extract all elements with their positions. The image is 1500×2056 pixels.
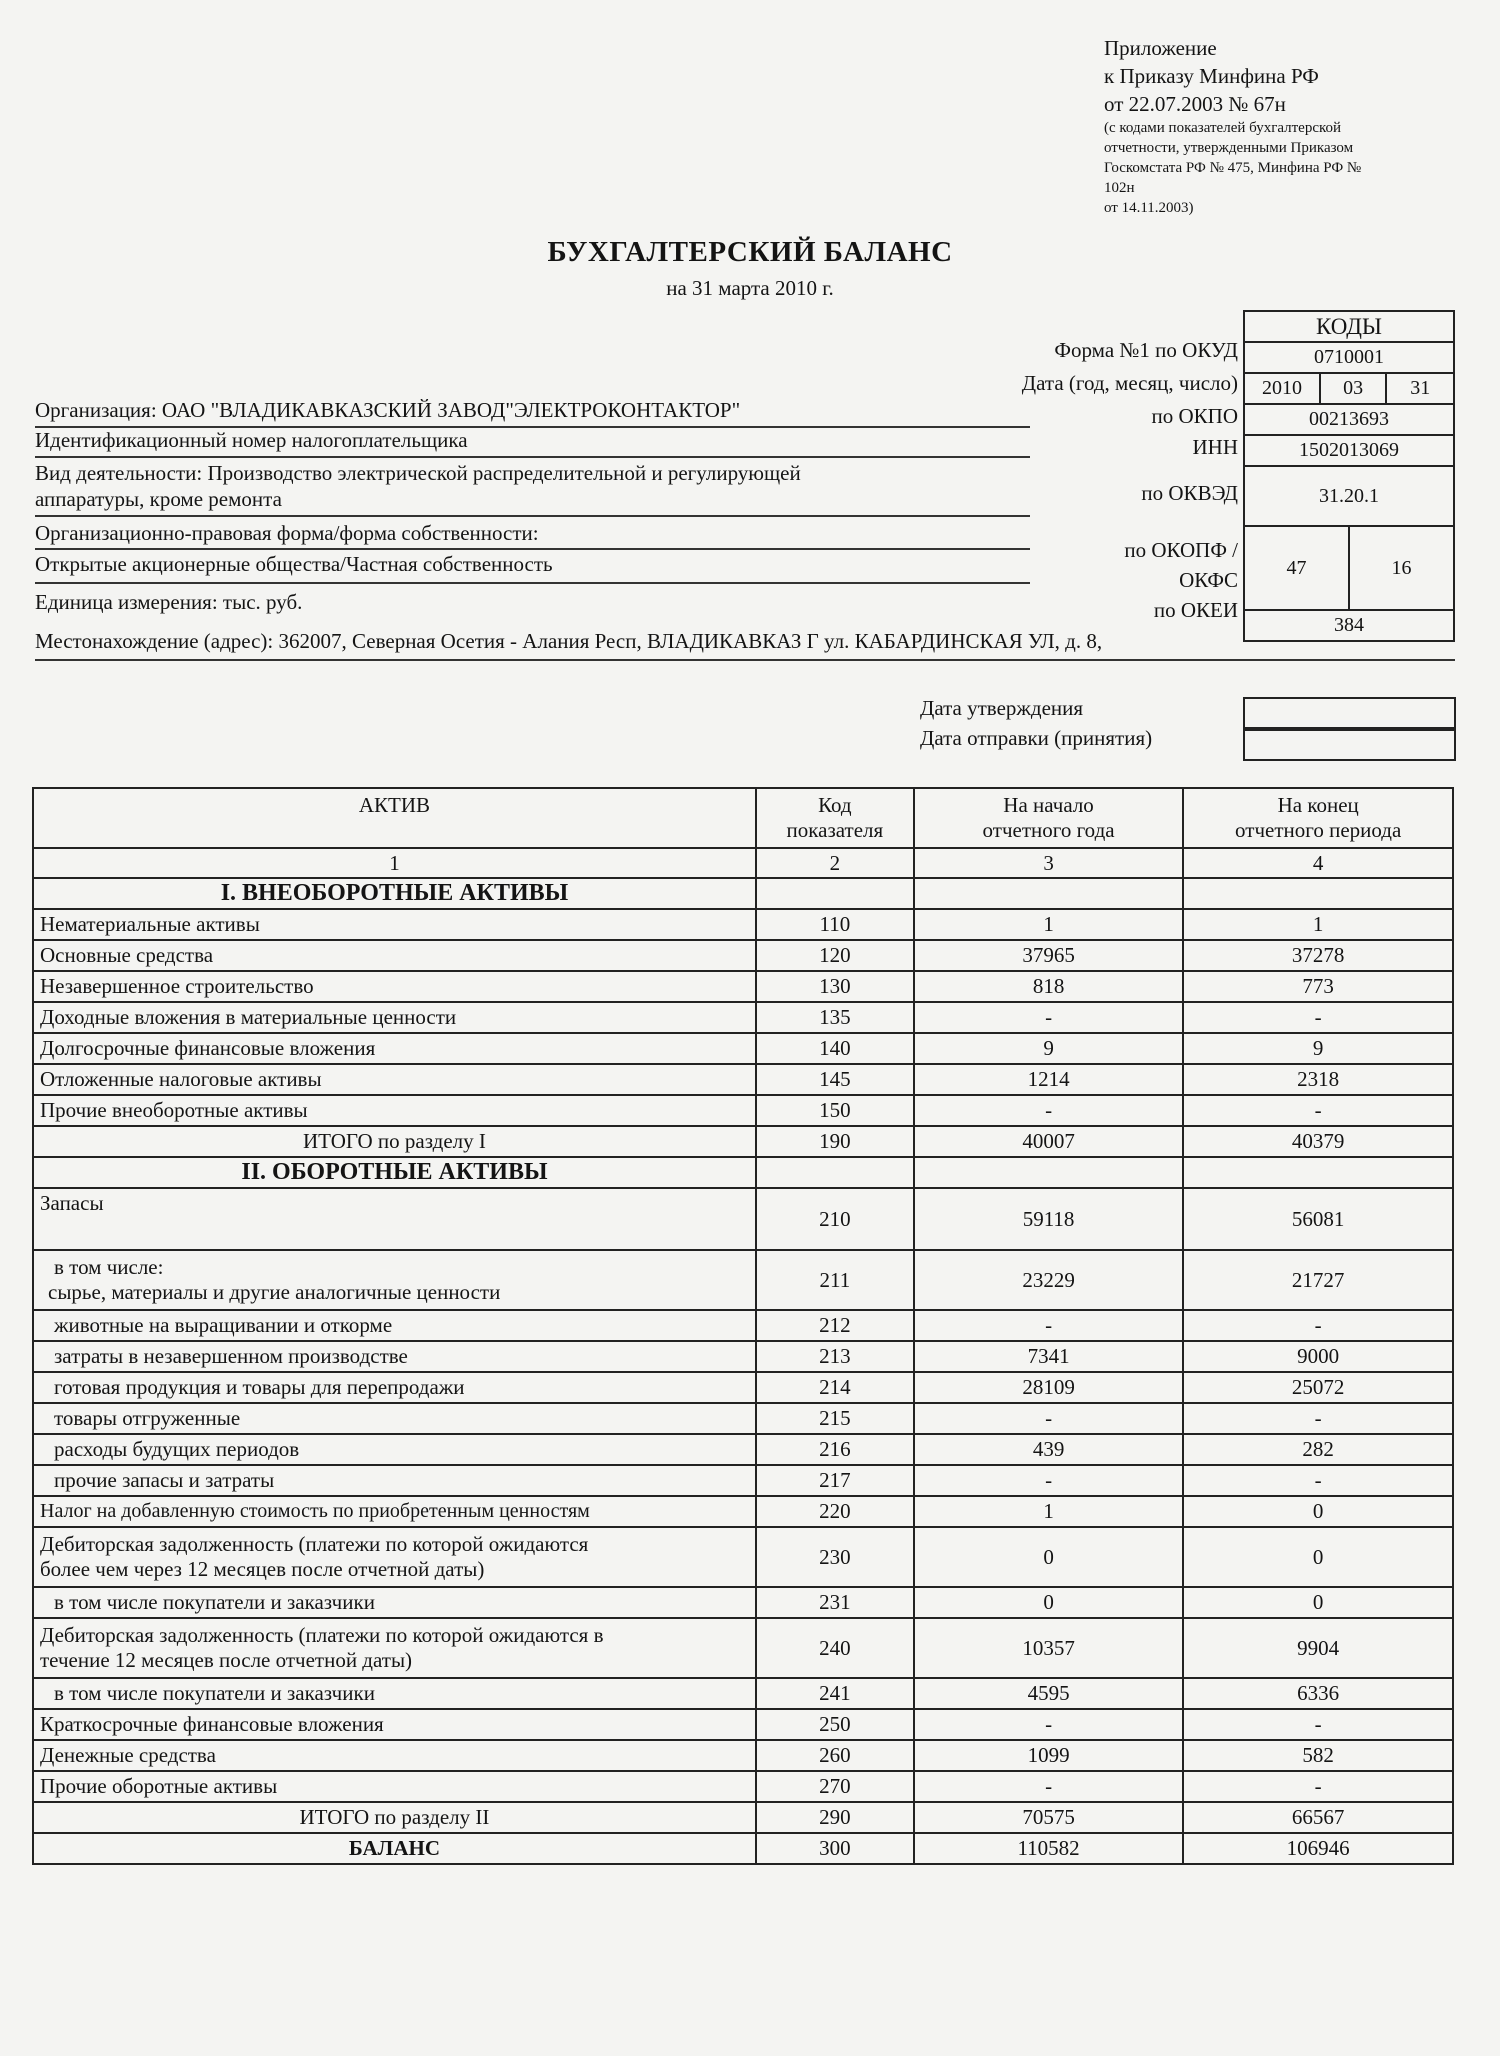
row-start: 439 — [914, 1434, 1184, 1465]
row-code: 210 — [756, 1188, 914, 1250]
row-code: 290 — [756, 1802, 914, 1833]
okei-code: 384 — [1244, 610, 1454, 641]
okfs-code: 16 — [1349, 527, 1453, 609]
row-label: Доходные вложения в материальные ценности — [33, 1002, 756, 1033]
row-code: 190 — [756, 1126, 914, 1157]
row-label-line: более чем через 12 месяцев после отчетной даты) — [40, 1557, 485, 1581]
org-legal-form-label: Организационно-правовая форма/форма собственности: — [35, 521, 539, 545]
row-end: 0 — [1183, 1496, 1453, 1527]
table-row — [33, 909, 1453, 940]
row-code: 214 — [756, 1372, 914, 1403]
table-row — [33, 1740, 1453, 1771]
org-name: Организация: ОАО "ВЛАДИКАВКАЗСКИЙ ЗАВОД"ЭЛЕКТРОКОНТАКТОР" — [35, 398, 741, 422]
appendix-line: к Приказу Минфина РФ — [1104, 64, 1319, 88]
row-start: 0 — [914, 1587, 1184, 1618]
okopf-code: 47 — [1286, 556, 1307, 579]
table-row — [33, 1403, 1453, 1434]
org-address: Местонахождение (адрес): 362007, Северная Осетия - Алания Респ, ВЛАДИКАВКАЗ Г ул. КАБАРДИНСКАЯ УЛ, д. 8, — [35, 629, 1103, 653]
row-label: в том числе покупатели и заказчики — [33, 1587, 756, 1618]
document-title: БУХГАЛТЕРСКИЙ БАЛАНС — [547, 236, 953, 268]
row-end: - — [1183, 1709, 1453, 1740]
codes-table — [1243, 310, 1455, 642]
table-row — [33, 1709, 1453, 1740]
row-code: 217 — [756, 1465, 914, 1496]
row-end: 106946 — [1183, 1833, 1453, 1864]
row-start — [914, 878, 1184, 909]
table-row — [33, 1678, 1453, 1709]
date-label: Дата (год, месяц, число) — [1021, 371, 1238, 395]
row-code: 140 — [756, 1033, 914, 1064]
row-code: 150 — [756, 1095, 914, 1126]
row-label — [33, 1527, 756, 1587]
row-label: расходы будущих периодов — [33, 1434, 756, 1465]
table-row — [33, 1188, 1453, 1250]
row-start: - — [914, 1465, 1184, 1496]
document-date: на 31 марта 2010 г. — [666, 276, 834, 300]
header-start — [914, 788, 1184, 848]
balance-label: БАЛАНС — [33, 1833, 756, 1864]
row-label-line: Дебиторская задолженность (платежи по которой ожидаются в — [40, 1623, 604, 1647]
row-code: 213 — [756, 1341, 914, 1372]
row-code: 135 — [756, 1002, 914, 1033]
row-start: - — [914, 1709, 1184, 1740]
table-row — [33, 1527, 1453, 1587]
form-label: Форма №1 по ОКУД — [1054, 338, 1238, 362]
row-start: 4595 — [914, 1678, 1184, 1709]
org-activity-cont: аппаратуры, кроме ремонта — [35, 487, 282, 511]
appendix-note-line: отчетности, утвержденными Приказом — [1104, 140, 1354, 156]
table-row — [33, 1310, 1453, 1341]
row-label: готовая продукция и товары для перепродажи — [33, 1372, 756, 1403]
okpo-code: 00213693 — [1244, 404, 1454, 435]
row-end: 66567 — [1183, 1802, 1453, 1833]
row-code — [756, 1157, 914, 1188]
row-end: 582 — [1183, 1740, 1453, 1771]
table-row — [33, 1771, 1453, 1802]
row-end: - — [1183, 1002, 1453, 1033]
okfs-label: ОКФС — [1179, 568, 1238, 592]
rule — [35, 456, 1030, 458]
table-row — [33, 1465, 1453, 1496]
row-start: - — [914, 1771, 1184, 1802]
table-row — [33, 1157, 1453, 1188]
row-code: 130 — [756, 971, 914, 1002]
row-code: 241 — [756, 1678, 914, 1709]
row-start: 1099 — [914, 1740, 1184, 1771]
table-row — [33, 1095, 1453, 1126]
header-code — [756, 788, 914, 848]
row-end: - — [1183, 1310, 1453, 1341]
row-end: 56081 — [1183, 1188, 1453, 1250]
column-number: 3 — [914, 848, 1184, 878]
date-month: 03 — [1320, 374, 1387, 403]
table-row — [33, 1372, 1453, 1403]
row-code: 211 — [756, 1250, 914, 1310]
header-start-line: отчетного года — [982, 818, 1115, 842]
rule — [35, 582, 1030, 584]
row-start: 818 — [914, 971, 1184, 1002]
row-label: животные на выращивании и откорме — [33, 1310, 756, 1341]
row-end: 0 — [1183, 1527, 1453, 1587]
header-start-line: На начало — [1003, 793, 1094, 817]
header-end — [1183, 788, 1453, 848]
row-code: 300 — [756, 1833, 914, 1864]
table-row — [33, 1618, 1453, 1678]
row-end: 25072 — [1183, 1372, 1453, 1403]
table-row — [33, 971, 1453, 1002]
row-label: прочие запасы и затраты — [33, 1465, 756, 1496]
total-label: ИТОГО по разделу II — [33, 1802, 756, 1833]
rule — [35, 515, 1030, 517]
row-label-line: Дебиторская задолженность (платежи по которой ожидаются — [40, 1532, 589, 1556]
okved-code: 31.20.1 — [1244, 466, 1454, 526]
row-end: 40379 — [1183, 1126, 1453, 1157]
row-start: 23229 — [914, 1250, 1184, 1310]
row-start: - — [914, 1002, 1184, 1033]
row-end: - — [1183, 1465, 1453, 1496]
row-code: 145 — [756, 1064, 914, 1095]
section-title: II. ОБОРОТНЫЕ АКТИВЫ — [33, 1157, 756, 1188]
date-code — [1245, 374, 1453, 403]
approval-date-box — [1243, 697, 1456, 731]
row-end: 9000 — [1183, 1341, 1453, 1372]
okved-label: по ОКВЭД — [1141, 481, 1238, 505]
date-year: 2010 — [1261, 377, 1302, 399]
row-start: 0 — [914, 1527, 1184, 1587]
row-start: 59118 — [914, 1188, 1184, 1250]
header-code-line: показателя — [786, 818, 884, 842]
row-start: 28109 — [914, 1372, 1184, 1403]
table-row — [33, 1126, 1453, 1157]
row-label-line: в том числе: — [54, 1255, 164, 1279]
header-end-line: отчетного периода — [1235, 818, 1402, 842]
row-start: 40007 — [914, 1126, 1184, 1157]
sent-date-label: Дата отправки (принятия) — [920, 726, 1153, 750]
row-label-line: течение 12 месяцев после отчетной даты) — [40, 1648, 413, 1672]
column-number: 4 — [1183, 848, 1453, 878]
row-label — [33, 1618, 756, 1678]
row-code: 250 — [756, 1709, 914, 1740]
row-code: 270 — [756, 1771, 914, 1802]
row-end: 6336 — [1183, 1678, 1453, 1709]
row-label: Долгосрочные финансовые вложения — [33, 1033, 756, 1064]
org-legal-form-value: Открытые акционерные общества/Частная собственность — [35, 552, 553, 576]
table-row — [33, 1250, 1453, 1310]
table-row — [33, 1341, 1453, 1372]
row-end: 9904 — [1183, 1618, 1453, 1678]
row-label: Прочие оборотные активы — [33, 1771, 756, 1802]
okopf-label: по ОКОПФ / — [1124, 538, 1238, 562]
header-code-line: Код — [818, 793, 852, 817]
table-row — [33, 1802, 1453, 1833]
row-start: 37965 — [914, 940, 1184, 971]
balance-table — [32, 787, 1454, 1865]
row-label — [33, 1250, 756, 1310]
row-start: - — [914, 1095, 1184, 1126]
row-code — [756, 878, 914, 909]
row-start: 1 — [914, 909, 1184, 940]
row-label-line: сырье, материалы и другие аналогичные ценности — [48, 1280, 501, 1304]
row-label: Краткосрочные финансовые вложения — [33, 1709, 756, 1740]
row-code: 120 — [756, 940, 914, 971]
row-label: затраты в незавершенном производстве — [33, 1341, 756, 1372]
row-code: 231 — [756, 1587, 914, 1618]
rule — [35, 659, 1455, 661]
okud-code: 0710001 — [1244, 342, 1454, 373]
org-activity: Вид деятельности: Производство электрической распределительной и регулирующей — [35, 461, 801, 485]
column-number: 1 — [33, 848, 756, 878]
codes-header: КОДЫ — [1244, 311, 1454, 342]
okei-label: по ОКЕИ — [1153, 598, 1238, 622]
table-row — [33, 878, 1453, 909]
sent-date-box — [1243, 727, 1456, 761]
row-label: Нематериальные активы — [33, 909, 756, 940]
row-label: Основные средства — [33, 940, 756, 971]
date-day: 31 — [1386, 374, 1453, 403]
appendix-note-line: Госкомстата РФ № 475, Минфина РФ № — [1104, 160, 1362, 176]
row-start — [914, 1157, 1184, 1188]
table-row — [33, 1587, 1453, 1618]
row-end: 0 — [1183, 1587, 1453, 1618]
inn-code: 1502013069 — [1244, 435, 1454, 466]
row-end: - — [1183, 1095, 1453, 1126]
appendix-note-line: от 14.11.2003) — [1104, 200, 1194, 216]
table-row — [33, 1434, 1453, 1465]
row-label: Запасы — [33, 1188, 756, 1250]
appendix-note-line: 102н — [1104, 180, 1135, 196]
table-row — [33, 1033, 1453, 1064]
header-asset: АКТИВ — [33, 788, 756, 848]
appendix-line: Приложение — [1104, 36, 1217, 60]
table-row — [33, 1064, 1453, 1095]
row-end — [1183, 878, 1453, 909]
row-code: 230 — [756, 1527, 914, 1587]
row-start: 1 — [914, 1496, 1184, 1527]
row-label: Незавершенное строительство — [33, 971, 756, 1002]
row-start: - — [914, 1310, 1184, 1341]
approval-date-label: Дата утверждения — [920, 696, 1084, 720]
row-code: 260 — [756, 1740, 914, 1771]
okpo-label: по ОКПО — [1151, 404, 1238, 428]
row-start: 1214 — [914, 1064, 1184, 1095]
row-code: 220 — [756, 1496, 914, 1527]
row-end — [1183, 1157, 1453, 1188]
appendix-note-line: (с кодами показателей бухгалтерской — [1104, 120, 1342, 136]
appendix-line: от 22.07.2003 № 67н — [1104, 92, 1286, 116]
table-row — [33, 1496, 1453, 1527]
row-end: - — [1183, 1403, 1453, 1434]
row-code: 215 — [756, 1403, 914, 1434]
row-end: 37278 — [1183, 940, 1453, 971]
row-start: 7341 — [914, 1341, 1184, 1372]
total-label: ИТОГО по разделу I — [33, 1126, 756, 1157]
okopf-okfs-code — [1245, 527, 1453, 609]
row-label: Денежные средства — [33, 1740, 756, 1771]
row-start: 10357 — [914, 1618, 1184, 1678]
row-end: 282 — [1183, 1434, 1453, 1465]
row-code: 212 — [756, 1310, 914, 1341]
row-label: Отложенные налоговые активы — [33, 1064, 756, 1095]
row-label: Прочие внеоборотные активы — [33, 1095, 756, 1126]
appendix-note — [1104, 34, 1361, 218]
row-end: 1 — [1183, 909, 1453, 940]
column-number: 2 — [756, 848, 914, 878]
row-end: 773 — [1183, 971, 1453, 1002]
inn-label: ИНН — [1192, 435, 1238, 459]
row-end: 21727 — [1183, 1250, 1453, 1310]
row-start: - — [914, 1403, 1184, 1434]
header-end-line: На конец — [1277, 793, 1359, 817]
row-label: Налог на добавленную стоимость по приобретенным ценностям — [33, 1496, 756, 1527]
row-end: - — [1183, 1771, 1453, 1802]
row-start: 9 — [914, 1033, 1184, 1064]
row-label: в том числе покупатели и заказчики — [33, 1678, 756, 1709]
row-end: 2318 — [1183, 1064, 1453, 1095]
row-code: 110 — [756, 909, 914, 940]
row-code: 216 — [756, 1434, 914, 1465]
row-label: товары отгруженные — [33, 1403, 756, 1434]
table-row — [33, 940, 1453, 971]
row-code: 240 — [756, 1618, 914, 1678]
row-start: 70575 — [914, 1802, 1184, 1833]
section-title: I. ВНЕОБОРОТНЫЕ АКТИВЫ — [33, 878, 756, 909]
row-start: 110582 — [914, 1833, 1184, 1864]
org-unit: Единица измерения: тыс. руб. — [35, 590, 303, 614]
rule — [35, 548, 1030, 550]
org-inn-line: Идентификационный номер налогоплательщика — [35, 428, 468, 452]
row-end: 9 — [1183, 1033, 1453, 1064]
table-row — [33, 1002, 1453, 1033]
table-row — [33, 1833, 1453, 1864]
